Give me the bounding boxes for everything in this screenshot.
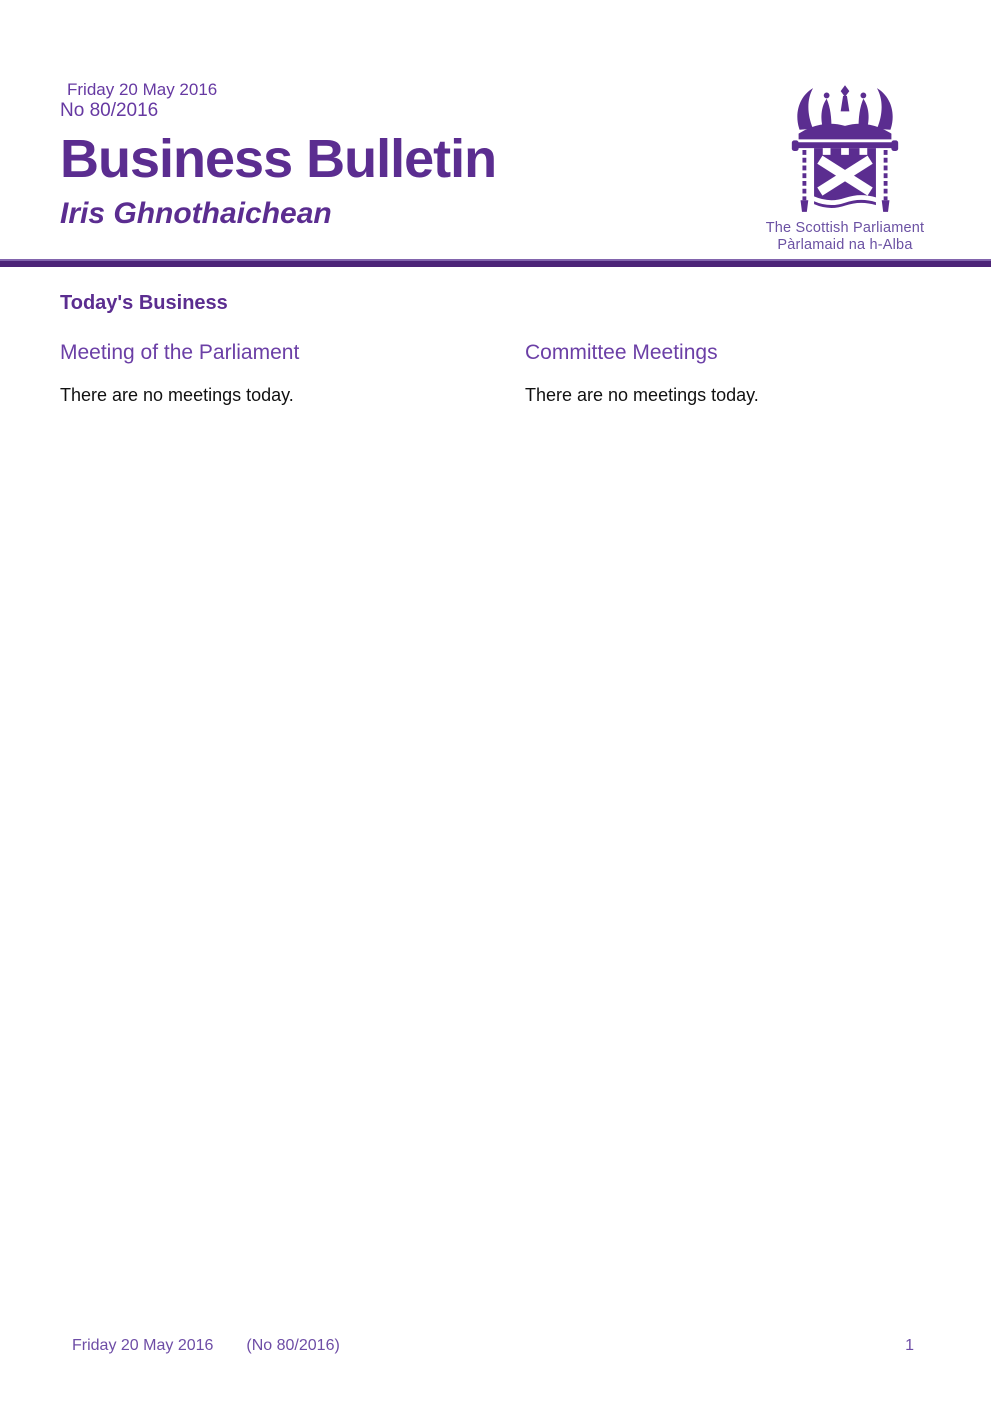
scottish-parliament-logo — [733, 84, 957, 254]
page-footer — [72, 1336, 914, 1355]
logo-text-english: The Scottish Parliament — [765, 220, 925, 236]
todays-business-section — [60, 291, 951, 406]
column-heading: Meeting of the Parliament — [60, 341, 300, 364]
column-committee-meetings — [525, 340, 951, 406]
page-title: Business Bulletin — [60, 129, 497, 189]
logo-text — [733, 220, 957, 254]
footer-left — [72, 1336, 340, 1355]
page-subtitle-gaelic: Iris Ghnothaichean — [60, 197, 332, 230]
footer-date: Friday 20 May 2016 — [72, 1337, 214, 1354]
issue-date: Friday 20 May 2016 — [67, 80, 218, 99]
logo-text-gaelic: Pàrlamaid na h-Alba — [777, 237, 913, 253]
footer-issue-number: (No 80/2016) — [246, 1337, 340, 1354]
page-number: 1 — [905, 1337, 914, 1354]
column-body: There are no meetings today. — [60, 385, 294, 405]
business-columns — [60, 340, 951, 406]
header — [60, 80, 700, 231]
issue-number: No 80/2016 — [60, 100, 159, 121]
header-divider-rule — [0, 259, 991, 267]
column-body: There are no meetings today. — [525, 385, 759, 405]
parliament-crest-icon — [787, 84, 903, 218]
section-heading: Today's Business — [60, 292, 228, 314]
column-heading: Committee Meetings — [525, 341, 718, 364]
column-meeting-of-parliament — [60, 340, 525, 406]
